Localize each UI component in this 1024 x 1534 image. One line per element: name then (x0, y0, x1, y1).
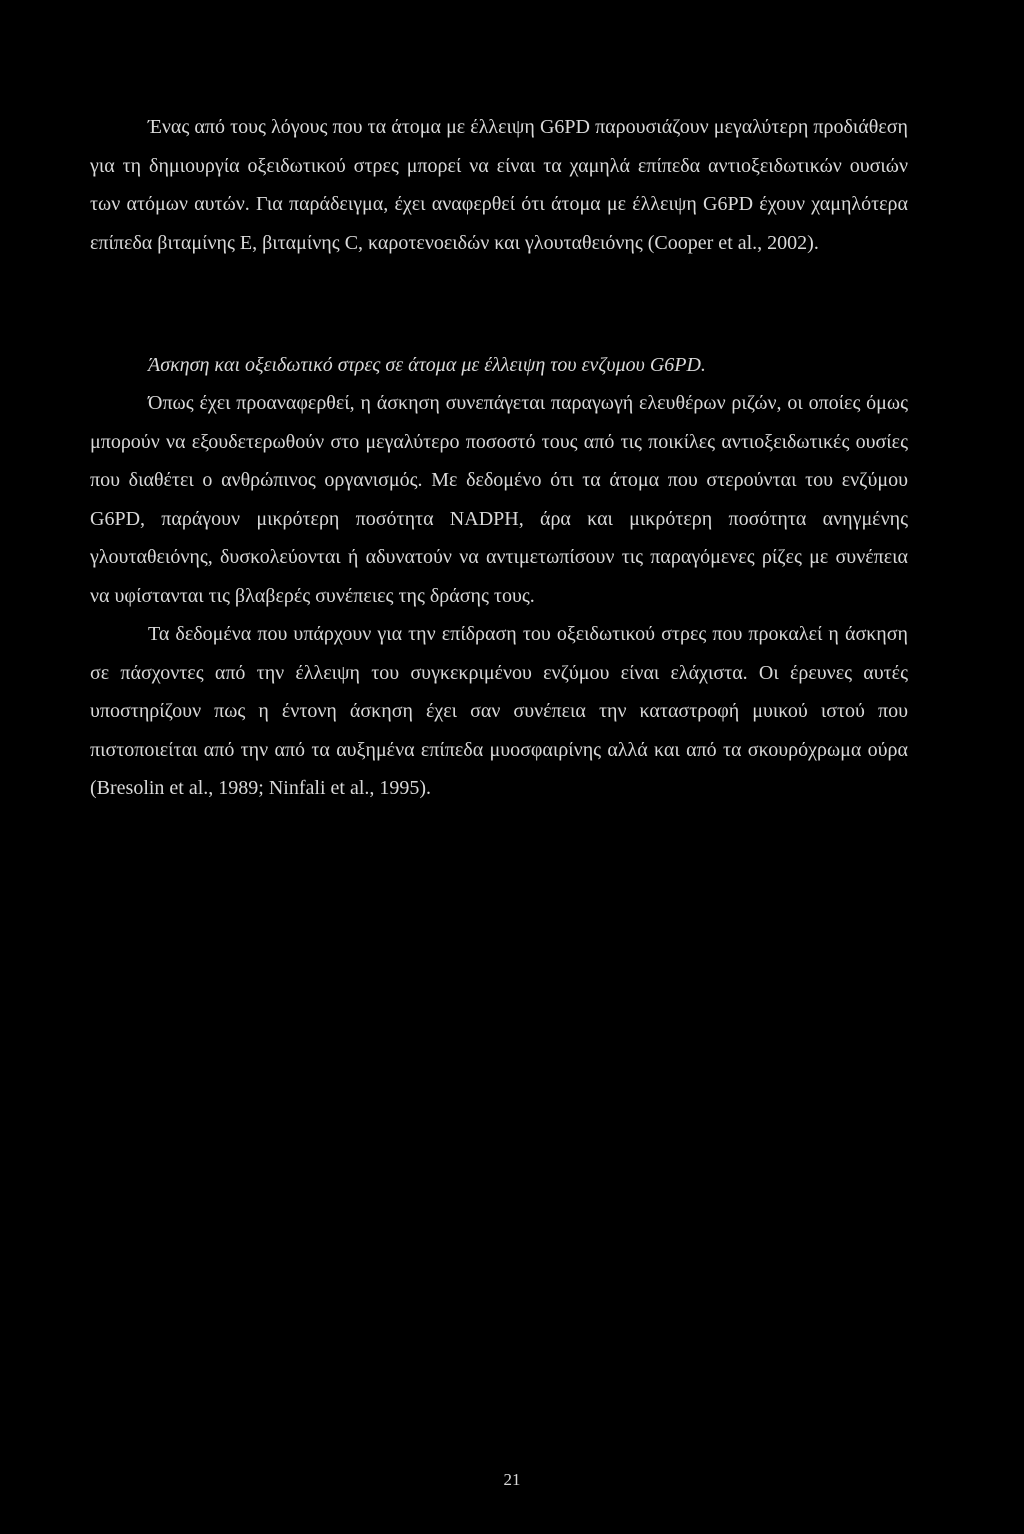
section-paragraph-1: Όπως έχει προαναφερθεί, η άσκηση συνεπάγεται παραγωγή ελευθέρων ριζών, οι οποίες όμως μπορούν να εξουδετερωθούν στο μεγαλύτερο ποσοστό τους από τις ποικίλες αντιοξειδωτικές ουσίες που διαθέτει ο ανθρώπινος οργανισμός. Με δεδομένο ότι τα άτομα που στερούνται του ενζύμου G6PD, παράγουν μικρότερη ποσότητα NADPH, άρα και μικρότερη ποσότητα ανηγμένης γλουταθειόνης, δυσκολεύονται ή αδυνατούν να αντιμετωπίσουν τις παραγόμενες ρίζες με συνέπεια να υφίστανται τις βλαβερές συνέπειες της δράσης τους. (90, 392, 908, 607)
page-number: 21 (503, 1470, 521, 1489)
section-paragraph-2: Τα δεδομένα που υπάρχουν για την επίδραση του οξειδωτικού στρες που προκαλεί η άσκηση σε πάσχοντες από την έλλειψη του συγκεκριμένου ενζύμου είναι ελάχιστα. Οι έρευνες αυτές υποστηρίζουν πως η έντονη άσκηση έχει σαν συνέπεια την καταστροφή μυικού ιστού που πιστοποιείται από την από τα αυξημένα επίπεδα μυοσφαιρίνης αλλά και από τα σκουρόχρωμα ούρα (Bresolin et al., 1989; Ninfali et al., 1995). (90, 623, 908, 799)
document-page (90, 108, 908, 808)
section-heading: Άσκηση και οξειδωτικό στρες σε άτομα με έλλειψη του ενζυμου G6PD. (148, 354, 706, 376)
intro-paragraph: Ένας από τους λόγους που τα άτομα με έλλειψη G6PD παρουσιάζουν μεγαλύτερη προδιάθεση για τη δημιουργία οξειδωτικού στρες μπορεί να είναι τα χαμηλά επίπεδα αντιοξειδωτικών ουσιών των ατόμων αυτών. Για παράδειγμα, έχει αναφερθεί ότι άτομα με έλλειψη G6PD έχουν χαμηλότερα επίπεδα βιταμίνης E, βιταμίνης C, καροτενοειδών και γλουταθειόνης (Cooper et al., 2002). (90, 116, 908, 254)
